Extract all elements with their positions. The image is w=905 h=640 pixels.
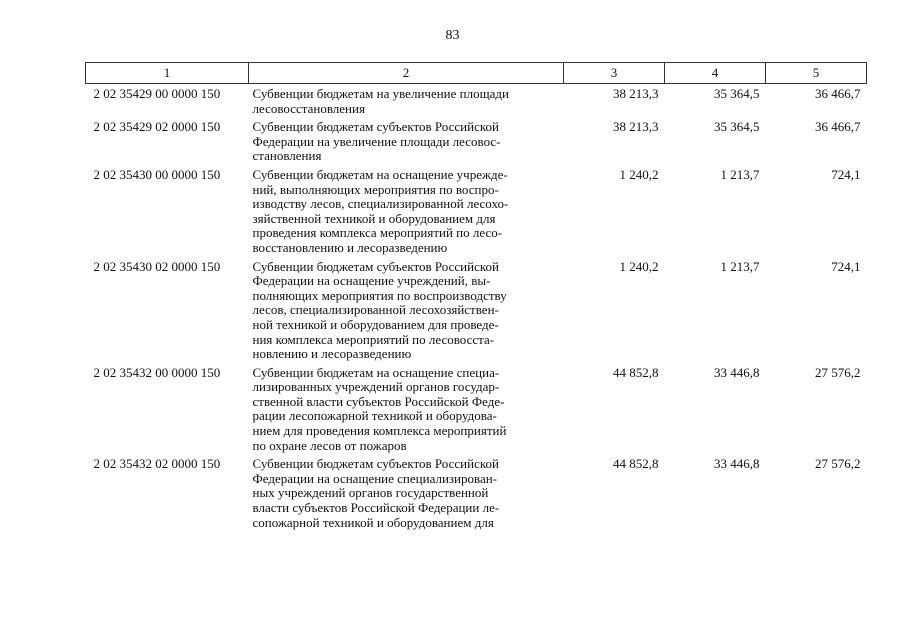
description-line: полняющих мероприятия по воспроизводству [252, 287, 507, 303]
value-col4-cell: 1 213,7 [720, 166, 760, 182]
description-cell [249, 366, 564, 458]
description-line: новлению и лесоразведению [252, 346, 412, 362]
value-col4-cell: 35 364,5 [714, 86, 760, 101]
column-header-2: 2 [249, 63, 564, 84]
column-header-3: 3 [564, 63, 665, 84]
value-col4-cell: 1 213,7 [720, 258, 760, 274]
description-line: Субвенции бюджетам на увеличение площади [252, 86, 509, 101]
description-line: ных учреждений органов государственной [252, 485, 489, 501]
value-col3-cell: 38 213,3 [613, 119, 659, 135]
budget-code-cell: 2 02 35432 02 0000 150 [93, 456, 221, 472]
description-line: Субвенции бюджетам субъектов Российской [252, 119, 499, 135]
description-line: Субвенции бюджетам на оснащение учрежде- [252, 166, 508, 182]
description-cell [249, 168, 564, 260]
description-cell [249, 84, 564, 121]
description-line: лизированных учреждений органов государ- [252, 379, 500, 395]
table-header-row [86, 63, 867, 84]
description-line: ной техникой и оборудованием для проведе- [252, 316, 499, 332]
description-line: по охране лесов от пожаров [252, 437, 407, 453]
column-header-5: 5 [766, 63, 867, 84]
description-line: ния комплекса мероприятий по лесовосста- [252, 331, 495, 347]
column-header-4: 4 [665, 63, 766, 84]
value-col5-cell: 27 576,2 [815, 456, 861, 472]
value-col4-cell: 35 364,5 [714, 119, 760, 135]
budget-code-cell: 2 02 35430 02 0000 150 [93, 258, 221, 274]
description-line: ний, выполняющих мероприятия по воспро- [252, 181, 499, 197]
value-col3-cell: 1 240,2 [619, 166, 659, 182]
table-row [86, 366, 867, 458]
description-line: рации лесопожарной техникой и оборудова- [252, 408, 497, 424]
description-line: Субвенции бюджетам на оснащение специа- [252, 364, 500, 380]
description-line: лесовосстановления [252, 100, 365, 116]
table-row [86, 457, 867, 534]
table-row [86, 168, 867, 260]
description-line: изводству лесов, специализированной лесохо- [252, 196, 509, 212]
value-col3-cell: 44 852,8 [613, 456, 659, 472]
description-line: проведения комплекса мероприятий по лесо- [252, 225, 503, 241]
value-col5-cell: 724,1 [831, 166, 861, 182]
budget-code-cell: 2 02 35430 00 0000 150 [93, 166, 221, 182]
description-line: зяйственной техникой и оборудованием для [252, 210, 496, 226]
value-col5-cell: 724,1 [831, 258, 861, 274]
description-line: становления [252, 148, 322, 164]
page-number: 83 [445, 28, 460, 43]
value-col3-cell: 38 213,3 [613, 86, 659, 101]
description-line: Федерации на оснащение специализирован- [252, 470, 498, 486]
value-col5-cell: 36 466,7 [815, 86, 861, 101]
description-line: Субвенции бюджетам субъектов Российской [252, 456, 499, 472]
value-col4-cell: 33 446,8 [714, 364, 760, 380]
value-col3-cell: 44 852,8 [613, 364, 659, 380]
description-line: Субвенции бюджетам субъектов Российской [252, 258, 499, 274]
budget-code-cell: 2 02 35429 02 0000 150 [93, 119, 221, 135]
value-col4-cell: 33 446,8 [714, 456, 760, 472]
budget-table [85, 62, 867, 534]
column-header-1: 1 [86, 63, 249, 84]
value-col3-cell: 1 240,2 [619, 258, 659, 274]
table-row [86, 84, 867, 121]
description-cell [249, 120, 564, 168]
table-row [86, 120, 867, 168]
description-line: лесов, специализированной лесохозяйствен- [252, 302, 499, 318]
description-line: власти субъектов Российской Федерации ле- [252, 500, 500, 516]
budget-code-cell: 2 02 35432 00 0000 150 [93, 364, 221, 380]
description-line: сопожарной техникой и оборудованием для [252, 514, 494, 530]
description-line: Федерации на увеличение площади лесовос- [252, 133, 501, 149]
description-cell [249, 260, 564, 366]
description-line: восстановлению и лесоразведению [252, 239, 448, 255]
description-line: Федерации на оснащение учреждений, вы- [252, 273, 491, 289]
description-line: ственной власти субъектов Российской Феде- [252, 393, 505, 409]
budget-code-cell: 2 02 35429 00 0000 150 [93, 86, 221, 101]
table-body [86, 84, 867, 535]
table-row [86, 260, 867, 366]
description-line: нием для проведения комплекса мероприятий [252, 423, 507, 439]
value-col5-cell: 36 466,7 [815, 119, 861, 135]
value-col5-cell: 27 576,2 [815, 364, 861, 380]
description-cell [249, 457, 564, 534]
